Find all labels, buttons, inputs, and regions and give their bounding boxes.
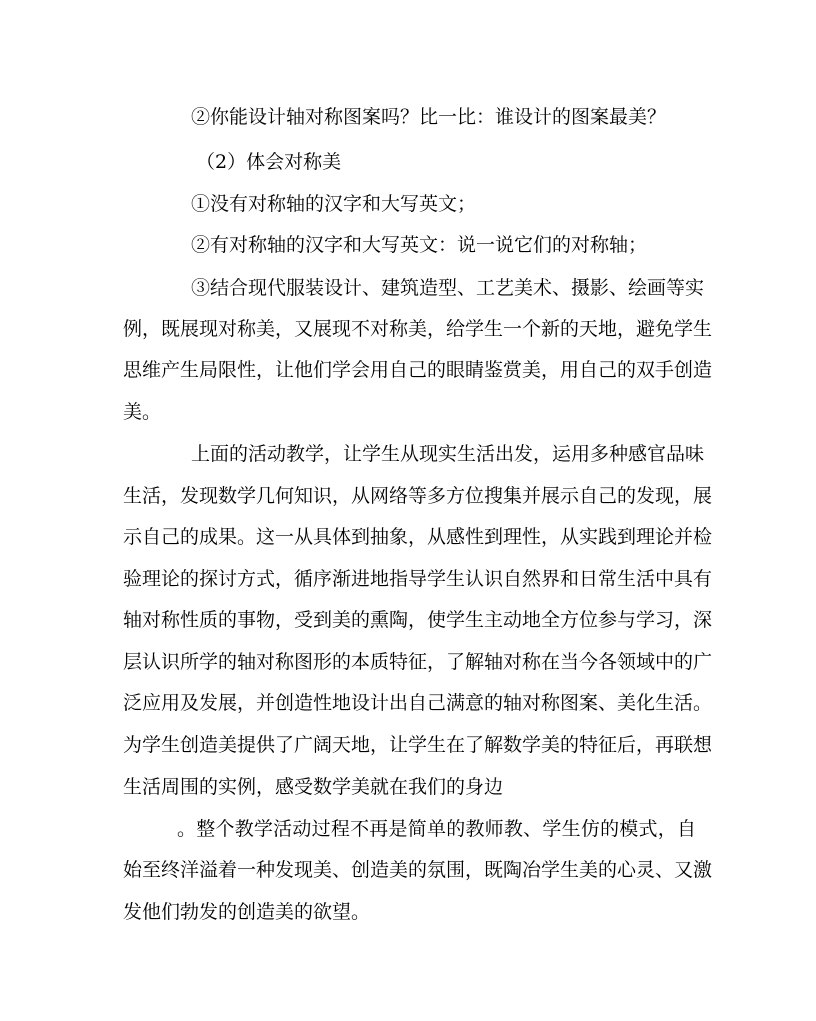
text-line: 泛应用及发展，并创造性地设计出自己满意的轴对称图案、美化生活。 <box>123 692 713 714</box>
text-line: 层认识所学的轴对称图形的本质特征，了解轴对称在当今各领域中的广 <box>123 651 713 673</box>
text-line: 示自己的成果。这一从具体到抽象，从感性到理性，从实践到理论并检 <box>123 526 713 548</box>
text-line: 为学生创造美提供了广阔天地，让学生在了解数学美的特征后，再联想 <box>123 734 713 756</box>
text-line: ②你能设计轴对称图案吗？比一比：谁设计的图案最美？ <box>191 106 667 128</box>
text-line: 上面的活动教学，让学生从现实生活出发，运用多种感官品味 <box>191 443 705 465</box>
text-line: ①没有对称轴的汉字和大写英文； <box>191 193 477 215</box>
text-line: 发他们勃发的创造美的欲望。 <box>123 901 371 923</box>
text-line: 始至终洋溢着一种发现美、创造美的氛围，既陶冶学生美的心灵、又激 <box>123 859 713 881</box>
text-line: 。整个教学活动过程不再是简单的教师教、学生仿的模式，自 <box>177 818 696 840</box>
text-line: 美。 <box>123 401 162 423</box>
text-line: 思维产生局限性，让他们学会用自己的眼睛鉴赏美，用自己的双手创造 <box>123 359 713 381</box>
text-line: ②有对称轴的汉字和大写英文：说一说它们的对称轴； <box>191 234 648 256</box>
text-line: 例，既展现对称美，又展现不对称美，给学生一个新的天地，避免学生 <box>123 318 713 340</box>
text-line: ③结合现代服装设计、建筑造型、工艺美术、摄影、绘画等实 <box>191 277 705 299</box>
section-heading: （2）体会对称美 <box>196 151 342 173</box>
text-line: 生活，发现数学几何知识，从网络等多方位搜集并展示自己的发现，展 <box>123 485 713 507</box>
text-line: 验理论的探讨方式，循序渐进地指导学生认识自然界和日常生活中具有 <box>123 568 713 590</box>
text-line: 生活周围的实例，感受数学美就在我们的身边 <box>123 776 504 798</box>
text-line: 轴对称性质的事物，受到美的熏陶，使学生主动地全方位参与学习，深 <box>123 609 713 631</box>
